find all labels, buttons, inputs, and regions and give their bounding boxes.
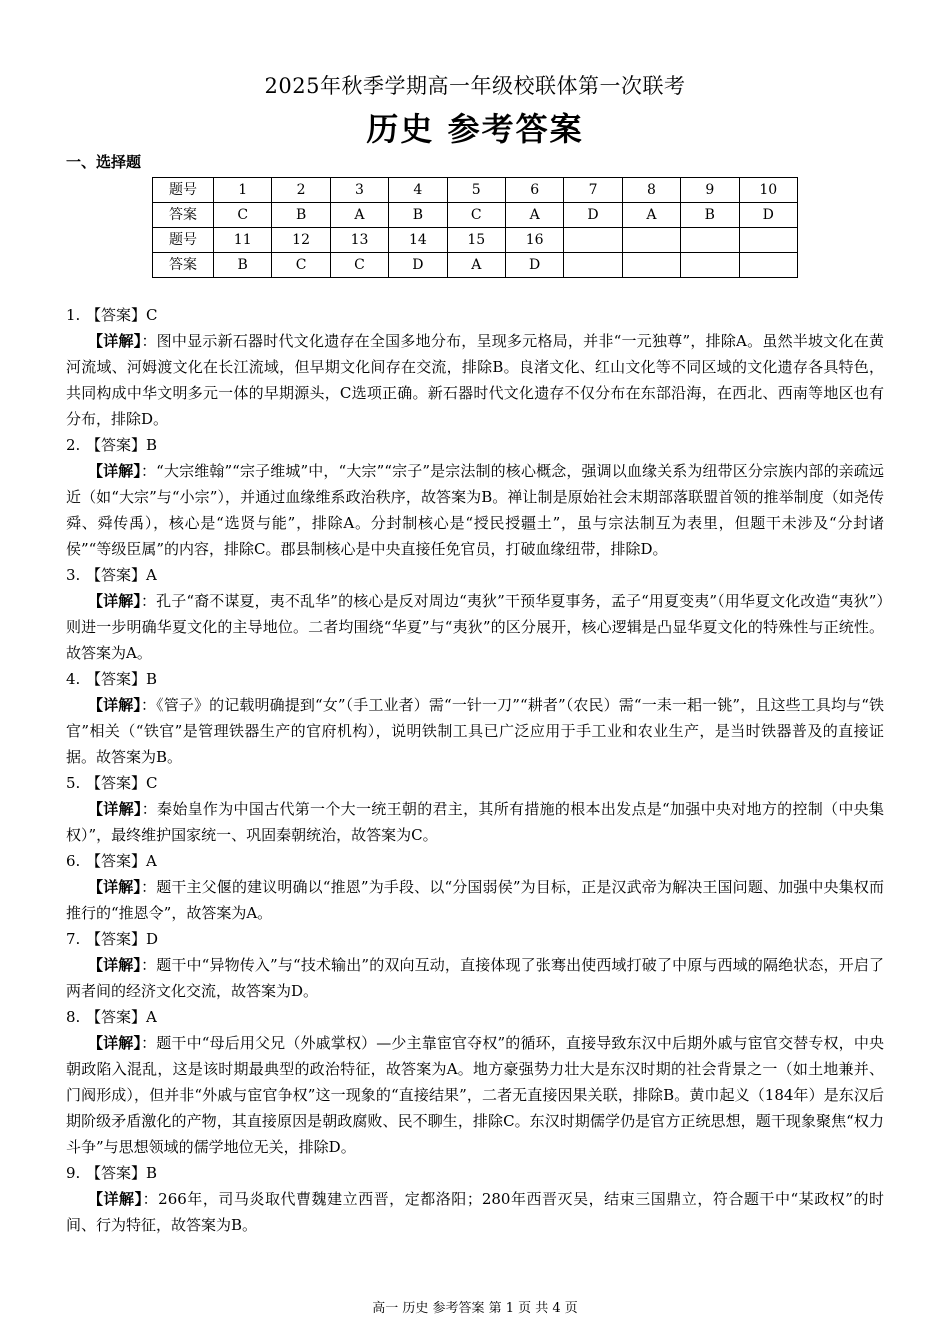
answer-label: 【答案】 [86, 774, 147, 792]
item-number: 2. [66, 436, 81, 454]
detail-text: ：题干中“母后用父兄（外戚掌权）—少主靠宦官夺权”的循环，直接导致东汉中后期外戚与宦官交替专权，中央朝政陷入混乱，这是该时期最典型的政治特征，故答案为A。地方豪强势力壮大是东汉时期的社会背景之一（如土地兼并、门阀形成），但并非“外戚与宦官争权”这一现象的“直接结果”，二者无直接因果关联，排除B。黄巾起义（184年）是东汉后期阶级矛盾激化的产物，其直接原因是朝政腐败、民不聊生，排除C。东汉时期儒学仍是官方正统思想，题干现象聚焦“权力斗争”与思想领域的儒学地位无关，排除D。 [66, 1034, 884, 1156]
table-row-header: 题号 [153, 228, 214, 253]
table-row-header: 答案 [153, 253, 214, 278]
answer-value: B [146, 436, 158, 454]
answer-line [66, 666, 884, 692]
section-title: 一、选择题 [66, 153, 142, 171]
answer-value: B [146, 670, 158, 688]
table-cell: C [447, 203, 505, 228]
answer-value: B [146, 1164, 158, 1182]
detail-paragraph [66, 952, 884, 1004]
table-cell: 4 [389, 178, 447, 203]
table-cell [564, 228, 622, 253]
table-row-header: 答案 [153, 203, 214, 228]
table-cell: 6 [505, 178, 563, 203]
item-number: 9. [66, 1164, 81, 1182]
table-cell: B [681, 203, 739, 228]
detail-label: 【详解】 [88, 1190, 143, 1208]
answer-item [66, 666, 884, 770]
answer-label: 【答案】 [86, 436, 147, 454]
detail-paragraph [66, 796, 884, 848]
table-cell [739, 253, 797, 278]
detail-paragraph [66, 874, 884, 926]
item-number: 5. [66, 774, 81, 792]
table-row [153, 178, 798, 203]
answer-line [66, 848, 884, 874]
answer-line [66, 1160, 884, 1186]
answer-label: 【答案】 [86, 852, 147, 870]
answer-item [66, 926, 884, 1004]
answer-value: A [146, 852, 157, 870]
detail-text: ：“大宗维翰”“宗子维城”中，“大宗”“宗子”是宗法制的核心概念，强调以血缘关系为纽带区分宗族内部的亲疏远近（如“大宗”与“小宗”），并通过血缘维系政治秩序，故答案为B。禅让制是原始社会末期部落联盟首领的推举制度（如尧传舜、舜传禹），核心是“选贤与能”，排除A。分封制核心是“授民授疆土”，虽与宗法制互为表里，但题干未涉及“分封诸侯”“等级臣属”的内容，排除C。郡县制核心是中央直接任免官员，打破血缘纽带，排除D。 [66, 462, 884, 558]
item-number: 8. [66, 1008, 81, 1026]
answer-value: D [146, 930, 159, 948]
table-cell: 8 [622, 178, 680, 203]
answer-label: 【答案】 [86, 306, 147, 324]
detail-text: ：秦始皇作为中国古代第一个大一统王朝的君主，其所有措施的根本出发点是“加强中央对地方的控制（中央集权）”，最终维护国家统一、巩固秦朝统治，故答案为C。 [66, 800, 884, 844]
detail-label: 【详解】 [88, 332, 142, 350]
answer-label: 【答案】 [86, 566, 147, 584]
table-cell: D [505, 253, 563, 278]
answer-line [66, 432, 884, 458]
detail-paragraph [66, 1186, 884, 1238]
table-row [153, 228, 798, 253]
item-number: 4. [66, 670, 81, 688]
table-cell [681, 228, 739, 253]
table-cell: 7 [564, 178, 622, 203]
table-cell: B [214, 253, 272, 278]
detail-paragraph [66, 1030, 884, 1160]
table-cell [681, 253, 739, 278]
table-cell: 2 [272, 178, 330, 203]
table-cell: 14 [389, 228, 447, 253]
table-cell: D [739, 203, 797, 228]
table-row-header: 题号 [153, 178, 214, 203]
table-cell: A [447, 253, 505, 278]
table-cell: 12 [272, 228, 330, 253]
detail-label: 【详解】 [88, 878, 142, 896]
detail-text: ：题干中“异物传入”与“技术输出”的双向互动，直接体现了张骞出使西域打破了中原与西域的隔绝状态，开启了两者间的经济文化交流，故答案为D。 [66, 956, 884, 1000]
detail-paragraph [66, 328, 884, 432]
answer-line [66, 1004, 884, 1030]
detail-text: ：《管子》的记载明确提到“女”（手工业者）需“一针一刀”“耕者”（农民）需“一耒一耜一铫”，且这些工具均与“铁官”相关（“铁官”是管理铁器生产的官府机构），说明铁制工具已广泛应用于手工业和农业生产，是当时铁器普及的直接证据。故答案为B。 [66, 696, 884, 766]
answer-value: C [146, 774, 158, 792]
detail-paragraph [66, 588, 884, 666]
table-cell: 13 [330, 228, 388, 253]
table-cell: B [272, 203, 330, 228]
answer-item [66, 1160, 884, 1238]
table-cell: C [272, 253, 330, 278]
answer-table [152, 177, 798, 278]
answer-line [66, 770, 884, 796]
page-footer: 高一 历史 参考答案 第 1 页 共 4 页 [372, 1301, 578, 1316]
table-cell [739, 228, 797, 253]
answer-item [66, 432, 884, 562]
item-number: 1. [66, 306, 81, 324]
detail-paragraph [66, 692, 884, 770]
detail-paragraph [66, 458, 884, 562]
table-cell [564, 253, 622, 278]
item-number: 7. [66, 930, 81, 948]
table-cell: 15 [447, 228, 505, 253]
table-cell: C [214, 203, 272, 228]
answer-label: 【答案】 [86, 1164, 147, 1182]
answer-item [66, 848, 884, 926]
answer-item [66, 1004, 884, 1160]
detail-label: 【详解】 [88, 462, 142, 480]
table-cell: 5 [447, 178, 505, 203]
item-number: 3. [66, 566, 81, 584]
detail-text: ：题干主父偃的建议明确以“推恩”为手段、以“分国弱侯”为目标，正是汉武帝为解决王国问题、加强中央集权而推行的“推恩令”，故答案为A。 [66, 878, 884, 922]
answer-label: 【答案】 [86, 1008, 147, 1026]
table-cell: 1 [214, 178, 272, 203]
answer-item [66, 770, 884, 848]
answer-label: 【答案】 [86, 670, 147, 688]
table-cell: 3 [330, 178, 388, 203]
answer-label: 【答案】 [86, 930, 147, 948]
item-number: 6. [66, 852, 81, 870]
table-cell: C [330, 253, 388, 278]
table-cell: D [564, 203, 622, 228]
detail-label: 【详解】 [88, 956, 142, 974]
table-row [153, 203, 798, 228]
detail-label: 【详解】 [88, 696, 141, 714]
answer-line [66, 562, 884, 588]
table-cell: A [622, 203, 680, 228]
exam-title: 2025年秋季学期高一年级校联体第一次联考 [264, 74, 686, 98]
table-cell: 9 [681, 178, 739, 203]
table-cell: D [389, 253, 447, 278]
table-row [153, 253, 798, 278]
detail-text: ：孔子“裔不谋夏，夷不乱华”的核心是反对周边“夷狄”干预华夏事务，孟子“用夏变夷”（用华夏文化改造“夷狄”）则进一步明确华夏文化的主导地位。二者均围绕“华夏”与“夷狄”的区分展开，核心逻辑是凸显华夏文化的特殊性与正统性。故答案为A。 [66, 592, 884, 662]
table-cell: 11 [214, 228, 272, 253]
answer-explanations [66, 302, 884, 1238]
detail-label: 【详解】 [88, 800, 142, 818]
answer-value: C [146, 306, 158, 324]
detail-label: 【详解】 [88, 1034, 142, 1052]
table-cell [622, 228, 680, 253]
answer-item [66, 562, 884, 666]
table-cell [622, 253, 680, 278]
table-cell: A [330, 203, 388, 228]
table-cell: A [505, 203, 563, 228]
answer-value: A [146, 1008, 157, 1026]
document-title: 历史 参考答案 [366, 110, 584, 148]
detail-label: 【详解】 [88, 592, 142, 610]
answer-line [66, 926, 884, 952]
detail-text: ：图中显示新石器时代文化遗存在全国多地分布，呈现多元格局，并非“一元独尊”，排除A。虽然半坡文化在黄河流域、河姆渡文化在长江流域，但早期文化间存在交流，排除B。良渚文化、红山文化等不同区域的文化遗存各具特色，共同构成中华文明多元一体的早期源头，C选项正确。新石器时代文化遗存不仅分布在东部沿海，在西北、西南等地区也有分布，排除D。 [66, 332, 884, 428]
detail-text: ：266年，司马炎取代曹魏建立西晋，定都洛阳；280年西晋灭吴，结束三国鼎立，符合题干中“某政权”的时间、行为特征，故答案为B。 [66, 1190, 884, 1234]
table-cell: 10 [739, 178, 797, 203]
answer-value: A [146, 566, 157, 584]
table-cell: 16 [505, 228, 563, 253]
answer-line [66, 302, 884, 328]
table-cell: B [389, 203, 447, 228]
answer-item [66, 302, 884, 432]
